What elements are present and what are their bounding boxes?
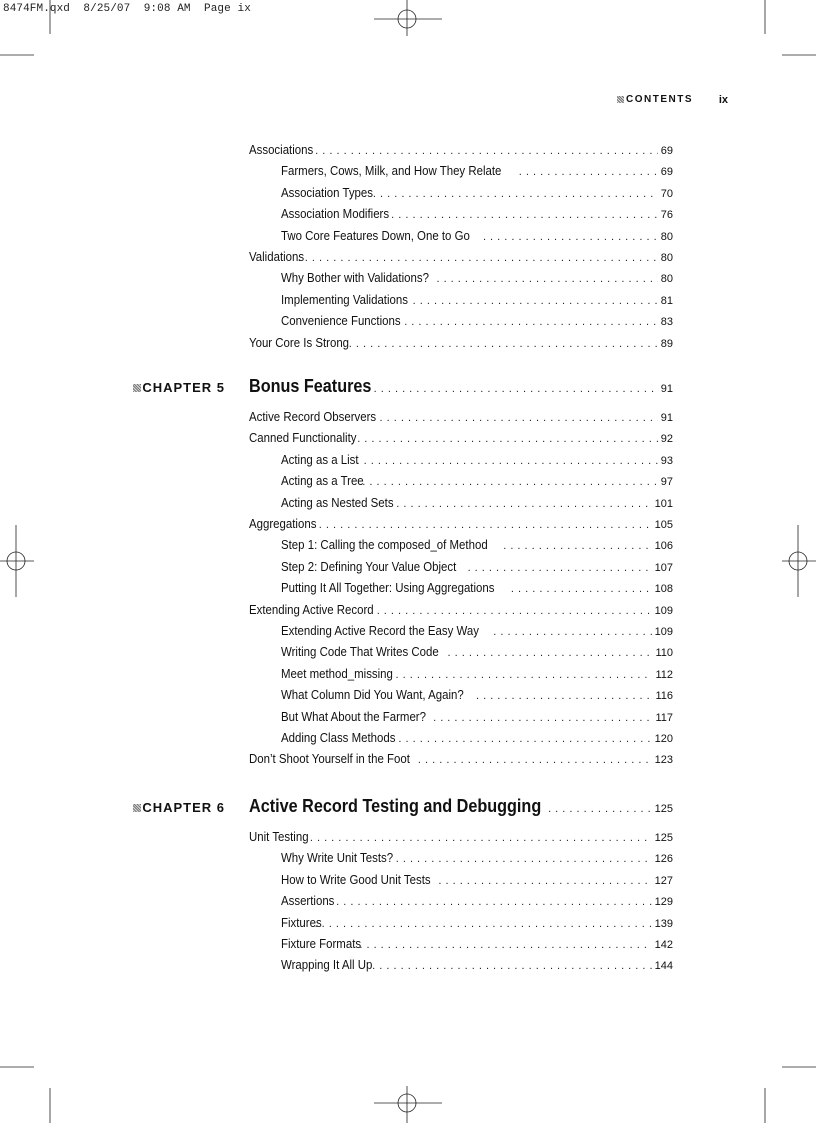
dot-leader — [359, 379, 657, 393]
toc-entry-page: 129 — [654, 896, 673, 909]
toc-entry-title: Active Record Observers — [249, 409, 377, 424]
toc-entry-title: Unit Testing — [249, 829, 309, 844]
chapter-heading — [100, 796, 673, 820]
toc-entry-page: 123 — [654, 754, 673, 767]
toc-subentry — [281, 623, 673, 643]
dot-leader — [359, 936, 651, 950]
toc-entry-title: Extending Active Record — [249, 601, 374, 617]
toc-entry-title: Your Core Is Strong — [249, 334, 350, 350]
toc-entry-page: 69 — [660, 166, 673, 179]
dot-leader — [362, 473, 657, 487]
dot-leader — [519, 163, 658, 177]
toc-entry-title: Wrapping It All Up — [281, 957, 373, 973]
dot-leader — [413, 292, 658, 306]
toc-entry-title: Don’t Shoot Yourself in the Foot — [249, 751, 410, 767]
running-head — [560, 94, 728, 108]
toc-entry-title: Why Write Unit Tests? — [281, 850, 394, 866]
toc-entry-page: 107 — [654, 561, 673, 574]
toc-entry-page: 120 — [654, 733, 673, 745]
toc-entry-page: 80 — [660, 273, 673, 286]
dot-leader — [493, 623, 651, 637]
toc-entry-title: Validations — [249, 249, 305, 264]
toc-subentry — [281, 185, 673, 205]
toc-entry-page: 109 — [654, 626, 673, 638]
toc-subentry — [281, 915, 673, 935]
toc-entry-title: What Column Did You Want, Again? — [281, 687, 464, 703]
toc-subentry — [281, 559, 673, 579]
toc-entry-title: Associations — [249, 142, 314, 157]
toc-entry-page: 69 — [660, 145, 673, 157]
toc-entry-title: Convenience Functions — [281, 313, 401, 329]
print-slug: 8474FM.qxd 8/25/07 9:08 AM Page ix — [3, 3, 251, 15]
toc-subentry — [281, 709, 673, 729]
toc-entry-page: 112 — [655, 668, 673, 681]
chapter-page: 91 — [660, 383, 673, 395]
toc-entry-title: Step 2: Defining Your Value Object — [281, 558, 457, 574]
toc-entry-page: 109 — [654, 604, 673, 617]
dot-leader — [329, 893, 652, 907]
toc-entry-page: 101 — [654, 497, 673, 510]
toc-entry-page: 116 — [655, 690, 673, 703]
toc-subentry — [281, 850, 673, 870]
dot-leader — [396, 850, 652, 864]
toc-entry-title: Association Modifiers — [281, 206, 390, 222]
toc-subentry — [281, 666, 673, 686]
running-head-label: CONTENTS — [626, 94, 693, 105]
toc-subentry — [281, 580, 673, 600]
dot-leader — [418, 751, 652, 765]
gray-square-ornament — [617, 96, 624, 103]
toc-entry-page: 93 — [660, 454, 673, 467]
toc-entry-title: Acting as a List — [281, 451, 359, 467]
toc-entry-title: Acting as Nested Sets — [281, 494, 394, 510]
toc-subentry — [281, 163, 673, 183]
chapter-title: Active Record Testing and Debugging — [249, 796, 542, 816]
toc-entry-title: But What About the Farmer? — [281, 708, 426, 724]
toc-entry-title: Why Bother with Validations? — [281, 270, 429, 286]
toc-entry-page: 91 — [660, 412, 673, 424]
chapter-label — [100, 380, 249, 395]
toc-entry-page: 139 — [654, 917, 673, 930]
toc-subentry — [281, 473, 673, 493]
toc-entry-title: Putting It All Together: Using Aggregations — [281, 580, 495, 596]
toc-entry-page: 97 — [660, 476, 673, 489]
toc-subentry — [281, 872, 673, 892]
toc-subentry — [281, 936, 673, 956]
toc-subentry — [281, 537, 673, 557]
dot-leader — [391, 206, 658, 220]
dot-leader — [436, 270, 657, 284]
toc-entry-page: 76 — [660, 209, 673, 222]
toc-entry-title: Canned Functionality — [249, 430, 357, 446]
toc-subentry — [281, 228, 673, 248]
dot-leader — [308, 142, 658, 156]
toc-entry-page: 117 — [655, 711, 673, 724]
dot-leader — [357, 430, 658, 444]
toc-entry-page: 92 — [660, 433, 673, 446]
toc-entry — [249, 430, 673, 450]
toc-entry-title: Fixtures — [281, 914, 322, 930]
dot-leader — [398, 730, 651, 744]
toc-entry-title: Assertions — [281, 893, 335, 909]
toc-entry-title: Step 1: Calling the composed_of Method — [281, 537, 488, 553]
page-number: ix — [718, 94, 728, 106]
dot-leader — [503, 537, 651, 551]
toc-entry-page: 106 — [654, 540, 673, 553]
toc-entry-page: 83 — [660, 316, 673, 329]
dot-leader — [303, 829, 652, 843]
toc-entry-title: Acting as a Tree — [281, 473, 364, 489]
toc-subentry — [281, 292, 673, 312]
toc-entry-title: Writing Code That Writes Code — [281, 644, 439, 660]
dot-leader — [476, 687, 652, 701]
toc-entry-title: Extending Active Record the Easy Way — [281, 623, 479, 638]
toc-entry-page: 127 — [654, 874, 673, 887]
dot-leader — [349, 335, 658, 349]
toc-subentry — [281, 893, 673, 913]
toc-subentry — [281, 270, 673, 290]
toc-entry-title: Adding Class Methods — [281, 730, 396, 745]
toc-entry — [249, 409, 673, 429]
toc-entry-page: 70 — [660, 187, 673, 200]
dot-leader — [312, 516, 652, 530]
dot-leader — [372, 957, 652, 971]
toc-entry-title: Fixture Formats — [281, 936, 362, 951]
chapter-heading — [100, 376, 673, 400]
dot-leader — [438, 872, 651, 886]
chapter-number: CHAPTER 6 — [142, 800, 225, 815]
toc-entry-page: 80 — [660, 230, 673, 243]
dot-leader — [298, 249, 658, 263]
toc-entry-title: Farmers, Cows, Milk, and How They Relate — [281, 163, 502, 179]
chapter-title: Bonus Features — [249, 376, 372, 396]
dot-leader — [396, 495, 651, 509]
toc-entry-page: 126 — [654, 853, 673, 866]
toc-entry-page: 89 — [660, 337, 673, 350]
toc-entry-title: How to Write Good Unit Tests — [281, 871, 431, 887]
toc-subentry — [281, 730, 673, 750]
chapter-page: 125 — [654, 803, 673, 815]
dot-leader — [377, 602, 652, 616]
toc-entry-page: 80 — [660, 252, 673, 264]
toc-subentry — [281, 957, 673, 977]
toc-entry-page: 125 — [654, 832, 673, 844]
toc-entry-title: Implementing Validations — [281, 291, 408, 307]
dot-leader — [433, 709, 652, 723]
toc-entry — [249, 751, 673, 771]
toc-entry-title: Two Core Features Down, One to Go — [281, 227, 470, 243]
dot-leader — [380, 409, 658, 423]
chapter-number: CHAPTER 5 — [142, 380, 225, 395]
dot-leader — [404, 313, 658, 327]
dot-leader — [483, 228, 658, 242]
toc-entry-title: Meet method_missing — [281, 665, 393, 681]
gray-square-ornament — [133, 384, 141, 392]
toc-entry-title: Aggregations — [249, 516, 317, 531]
gray-square-ornament — [133, 804, 141, 812]
toc-entry — [249, 142, 673, 162]
toc-subentry — [281, 452, 673, 472]
dot-leader — [511, 580, 652, 594]
toc-entry-page: 105 — [654, 519, 673, 531]
toc-entry — [249, 602, 673, 622]
dot-leader — [448, 644, 653, 658]
toc-entry-title: Association Types — [281, 184, 374, 200]
dot-leader — [356, 452, 657, 466]
dot-leader — [548, 799, 652, 813]
toc-entry — [249, 249, 673, 269]
toc-entry — [249, 829, 673, 849]
toc-entry-page: 110 — [655, 647, 673, 660]
dot-leader — [396, 666, 653, 680]
dot-leader — [373, 185, 658, 199]
toc-entry-page: 81 — [660, 294, 673, 307]
toc-subentry — [281, 687, 673, 707]
toc-subentry — [281, 206, 673, 226]
dot-leader — [315, 915, 652, 929]
toc-entry-page: 142 — [654, 939, 673, 951]
toc-entry-page: 108 — [654, 583, 673, 596]
toc-subentry — [281, 644, 673, 664]
toc-entry — [249, 335, 673, 355]
toc-subentry — [281, 313, 673, 333]
dot-leader — [468, 559, 652, 573]
toc-subentry — [281, 495, 673, 515]
toc-entry-page: 144 — [654, 960, 673, 973]
toc-entry — [249, 516, 673, 536]
chapter-label — [100, 800, 249, 815]
